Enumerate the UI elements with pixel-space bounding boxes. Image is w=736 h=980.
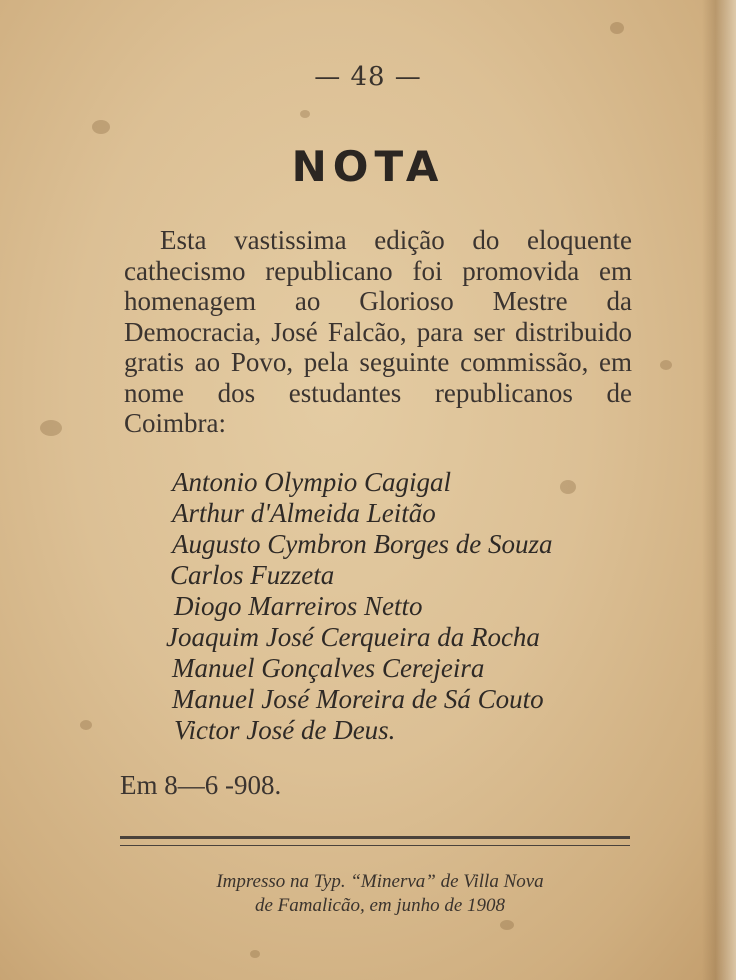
list-item: Joaquim José Cerqueira da Rocha xyxy=(166,622,540,652)
list-item: Carlos Fuzzeta xyxy=(170,560,335,590)
list-item: Victor José de Deus. xyxy=(174,715,396,745)
stain xyxy=(80,720,92,730)
stain xyxy=(300,110,310,118)
list-item: Augusto Cymbron Borges de Souza xyxy=(172,529,553,559)
imprint-line: de Famalicão, em junho de 1908 xyxy=(254,895,506,916)
body-paragraph xyxy=(124,225,632,439)
imprint-line: Impresso na Typ. “Minerva” de Villa Nova xyxy=(216,871,544,892)
date-line: Em 8—6 -908. xyxy=(120,770,282,800)
paragraph-text: Esta vastissima edição do eloquente cathecismo republicano foi promovida em homenagem ao Glorioso Mestre da Democracia, José Falcão, para ser distribuido gratis ao Povo, pela seguinte commissão, em nome dos estudantes republicanos de Coimbra: xyxy=(124,225,632,438)
list-item: Manuel Gonçalves Cerejeira xyxy=(172,653,485,683)
imprint xyxy=(120,870,640,918)
commission-names-list xyxy=(166,467,646,746)
stain xyxy=(250,950,260,958)
stain xyxy=(660,360,672,370)
divider xyxy=(120,836,630,839)
list-item: Manuel José Moreira de Sá Couto xyxy=(172,684,544,714)
divider xyxy=(120,845,630,846)
list-item: Antonio Olympio Cagigal xyxy=(172,467,451,497)
list-item: Arthur d'Almeida Leitão xyxy=(172,498,436,528)
page-title: NOTA xyxy=(291,142,445,191)
stain xyxy=(610,22,624,34)
stain xyxy=(92,120,110,134)
list-item: Diogo Marreiros Netto xyxy=(174,591,423,621)
page-number: — 48 — xyxy=(314,62,422,92)
stain xyxy=(500,920,514,930)
stain xyxy=(40,420,62,436)
